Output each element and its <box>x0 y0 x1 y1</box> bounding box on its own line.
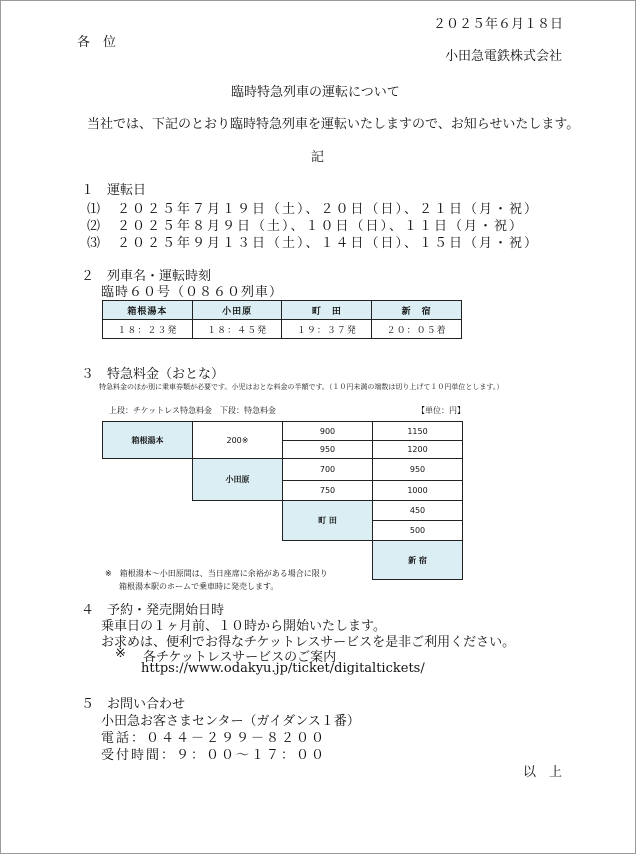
timetable-time: １９：３７発 <box>282 320 372 339</box>
fare-odawara-shinjuku-ticketless: 950 <box>372 458 463 481</box>
date-item-1: ２０２５年７月１９日（土）、２０日（日）、２１日（月・祝） <box>117 202 540 217</box>
fare-machida-shinjuku-ticketless: 450 <box>372 500 463 521</box>
section1-heading: １ 運転日 <box>81 183 147 198</box>
fare-odawara-shinjuku-regular: 1000 <box>372 480 463 501</box>
fare-station-hakone: 箱根湯本 <box>102 421 193 459</box>
fare-unit: 【単位：円】 <box>417 406 465 415</box>
fare-footnote-1: ※ 箱根湯本～小田原間は、当日座席に余裕がある場合に限り <box>105 569 328 578</box>
date-item-2-num: ⑵ <box>87 219 101 234</box>
fare-machida-shinjuku-regular: 500 <box>372 520 463 541</box>
timetable-station: 小田原 <box>192 301 282 320</box>
fare-legend: 上段：チケットレス特急料金 下段：特急料金 <box>109 406 277 415</box>
document-title: 臨時特急列車の運転について <box>231 85 400 100</box>
ticketless-guide: 各チケットレスサービスのご案内 <box>143 650 337 665</box>
date-item-1-num: ⑴ <box>87 202 101 217</box>
fare-hakone-shinjuku-regular: 1200 <box>372 440 463 459</box>
fare-station-odawara: 小田原 <box>192 458 283 501</box>
train-name: 臨時６０号（０８６０列車） <box>101 285 284 300</box>
fare-hakone-shinjuku-ticketless: 1150 <box>372 421 463 441</box>
ki-heading: 記 <box>311 150 325 165</box>
addressee: 各 位 <box>77 35 117 50</box>
timetable-station: 新 宿 <box>372 301 462 320</box>
timetable-time: １８：４５発 <box>192 320 282 339</box>
timetable-station: 箱根湯本 <box>103 301 193 320</box>
fare-note: 特急料金のほか別に乗車券類が必要です。小児はおとな料金の半額です。（１０円未満の端数は切り上げて１０円単位とします。） <box>99 383 504 391</box>
contact-phone: 電話：０４４－２９９－８２００ <box>101 731 327 746</box>
company-name: 小田急電鉄株式会社 <box>445 49 563 64</box>
fare-hakone-machida-regular: 950 <box>282 440 373 459</box>
reservation-line-2: お求めは、便利でお得なチケットレスサービスを是非ご利用ください。 <box>101 635 516 650</box>
date-item-2: ２０２５年８月９日（土）、１０日（日）、１１日（月・祝） <box>117 219 525 234</box>
contact-center: 小田急お客さまセンター（ガイダンス１番） <box>101 714 360 729</box>
reservation-mark: ※ <box>115 646 126 661</box>
ticketless-url[interactable]: https://www.odakyu.jp/ticket/digitaltickets/ <box>141 661 425 676</box>
section3-heading: ３ 特急料金（おとな） <box>81 367 225 382</box>
contact-hours: 受付時間：９：００～１７：００ <box>101 748 327 763</box>
date-item-3: ２０２５年９月１３日（土）、１４日（日）、１５日（月・祝） <box>117 236 540 251</box>
intro-text: 当社では、下記のとおり臨時特急列車を運転いたしますので、お知らせいたします。 <box>87 117 580 132</box>
fare-station-machida: 町 田 <box>282 500 373 541</box>
date-item-3-num: ⑶ <box>87 236 101 251</box>
fare-hakone-machida-ticketless: 900 <box>282 421 373 441</box>
timetable <box>102 300 462 339</box>
fare-footnote-2: 箱根湯本駅のホームで乗車時に発売します。 <box>119 582 279 591</box>
section4-heading: ４ 予約・発売開始日時 <box>81 603 225 618</box>
fare-odawara-machida-ticketless: 700 <box>282 458 373 481</box>
closing-mark: 以 上 <box>523 765 563 780</box>
fare-station-shinjuku: 新 宿 <box>372 540 463 580</box>
timetable-time: １８：２３発 <box>103 320 193 339</box>
fare-odawara-machida-regular: 750 <box>282 480 373 501</box>
fare-hakone-odawara: 200※ <box>192 421 283 459</box>
timetable-time: ２０：０５着 <box>372 320 462 339</box>
document-date: ２０２５年６月１８日 <box>433 17 564 32</box>
reservation-line-1: 乗車日の１ヶ月前、１０時から開始いたします。 <box>101 619 386 634</box>
timetable-station: 町 田 <box>282 301 372 320</box>
section5-heading: ５ お問い合わせ <box>81 697 186 712</box>
section2-heading: ２ 列車名・運転時刻 <box>81 269 212 284</box>
